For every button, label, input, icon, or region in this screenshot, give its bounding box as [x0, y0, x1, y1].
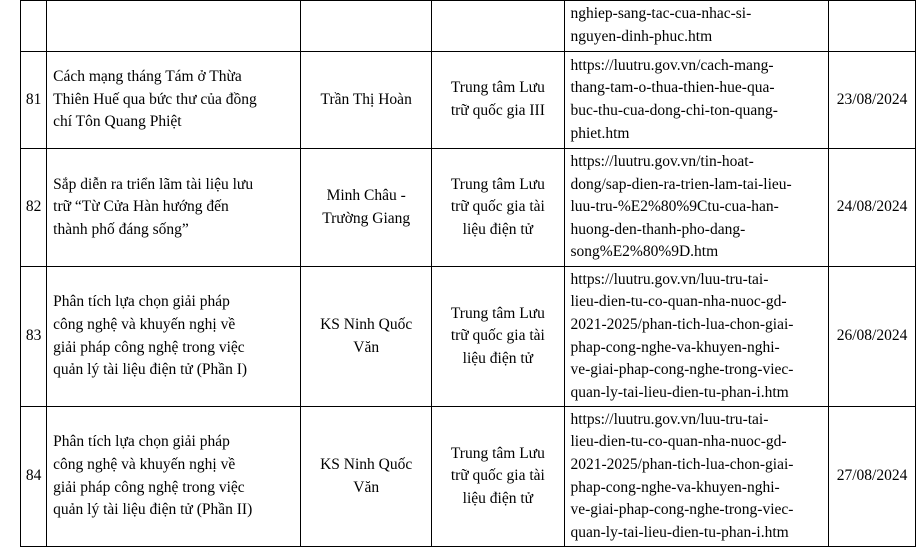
title-cell	[47, 149, 301, 267]
table-row	[21, 52, 916, 149]
title-line: Sắp diễn ra triển lãm tài liệu lưu	[53, 175, 254, 193]
author-cell	[301, 149, 432, 267]
title-line: công nghệ và khuyến nghị về	[53, 455, 236, 473]
date-cell: 27/08/2024	[829, 407, 916, 547]
url-cell	[564, 1, 829, 52]
author-cell	[301, 267, 432, 407]
title-line: công nghệ và khuyến nghị về	[53, 315, 236, 333]
url-line: nghiep-sang-tac-cua-nhac-si-	[570, 5, 752, 23]
url-line: quan-ly-tai-lieu-dien-tu-phan-i.htm	[570, 383, 789, 401]
document-list-table	[20, 0, 916, 547]
url-cell	[564, 407, 829, 547]
author-line: Minh Châu -	[326, 186, 406, 204]
table-row	[21, 407, 916, 547]
url-line: 2021-2025/phan-tich-lua-chon-giai-	[570, 315, 794, 333]
url-line: dong/sap-dien-ra-trien-lam-tai-lieu-	[570, 175, 792, 193]
title-line: Cách mạng tháng Tám ở Thừa	[53, 68, 242, 86]
title-line: chí Tôn Quang Phiệt	[53, 113, 182, 131]
row-number-cell: 84	[21, 407, 47, 547]
source-line: trữ quốc gia tài	[450, 467, 545, 485]
url-line: lieu-dien-tu-co-quan-nha-nuoc-gd-	[570, 293, 787, 311]
source-line: Trung tâm Lưu	[450, 175, 545, 193]
source-cell	[432, 52, 564, 149]
url-line: lieu-dien-tu-co-quan-nha-nuoc-gd-	[570, 433, 787, 451]
title-line: giải pháp công nghệ trong việc	[53, 478, 245, 496]
url-line: nguyen-dinh-phuc.htm	[570, 28, 713, 45]
author-line: Văn	[353, 338, 380, 356]
url-cell	[564, 149, 829, 267]
author-line: Trường Giang	[322, 209, 411, 227]
url-line: phiet.htm	[570, 124, 630, 142]
title-cell	[47, 52, 301, 149]
url-line: phap-cong-nghe-va-khuyen-nghi-	[570, 478, 780, 496]
row-number-cell	[21, 1, 47, 52]
title-line: trữ “Từ Cửa Hàn hướng đến	[53, 198, 229, 216]
source-line: Trung tâm Lưu	[450, 304, 545, 322]
source-cell	[432, 267, 564, 407]
title-line: giải pháp công nghệ trong việc	[53, 338, 245, 356]
date-cell: 26/08/2024	[829, 267, 916, 407]
url-line: https://luutru.gov.vn/tin-hoat-	[570, 153, 754, 171]
author-line: Trần Thị Hoàn	[320, 90, 412, 108]
author-cell	[301, 1, 432, 52]
title-line: thành phố đáng sống”	[53, 220, 189, 238]
date-cell: 23/08/2024	[829, 52, 916, 149]
table-row	[21, 149, 916, 267]
url-line: huong-den-thanh-pho-dang-	[570, 220, 746, 238]
url-cell	[564, 267, 829, 407]
url-line: ve-giai-phap-cong-nghe-trong-viec-	[570, 501, 794, 519]
author-line: Văn	[353, 478, 380, 496]
url-line: https://luutru.gov.vn/cach-mang-	[570, 56, 774, 74]
title-cell	[47, 1, 301, 52]
source-cell	[432, 1, 564, 52]
source-cell	[432, 149, 564, 267]
title-line: quản lý tài liệu điện tử (Phần II)	[53, 501, 253, 519]
author-cell	[301, 407, 432, 547]
source-line: trữ quốc gia tài	[450, 327, 545, 345]
url-line: song%E2%80%9D.htm	[570, 243, 719, 261]
table-row	[21, 1, 916, 52]
title-line: Phân tích lựa chọn giải pháp	[53, 293, 230, 311]
source-line: liệu điện tử	[462, 489, 534, 507]
url-line: luu-tru-%E2%80%9Ctu-cua-han-	[570, 198, 779, 216]
row-number-cell: 83	[21, 267, 47, 407]
source-line: trữ quốc gia tài	[450, 198, 545, 216]
url-line: phap-cong-nghe-va-khuyen-nghi-	[570, 338, 780, 356]
date-cell	[829, 1, 916, 52]
author-line: KS Ninh Quốc	[320, 455, 413, 473]
source-line: Trung tâm Lưu	[450, 444, 545, 462]
source-line: trữ quốc gia III	[450, 102, 545, 119]
url-line: ve-giai-phap-cong-nghe-trong-viec-	[570, 361, 794, 379]
source-cell	[432, 407, 564, 547]
row-number-cell: 81	[21, 52, 47, 149]
title-line: quản lý tài liệu điện tử (Phần I)	[53, 361, 248, 379]
author-line: KS Ninh Quốc	[320, 315, 413, 333]
title-line: Phân tích lựa chọn giải pháp	[53, 433, 230, 451]
date-cell: 24/08/2024	[829, 149, 916, 267]
url-line: quan-ly-tai-lieu-dien-tu-phan-i.htm	[570, 523, 789, 541]
source-line: liệu điện tử	[462, 220, 534, 238]
source-line: Trung tâm Lưu	[450, 79, 545, 97]
title-cell	[47, 407, 301, 547]
url-cell	[564, 52, 829, 149]
url-line: 2021-2025/phan-tich-lua-chon-giai-	[570, 455, 794, 473]
url-line: buc-thu-cua-dong-chi-ton-quang-	[570, 102, 778, 119]
title-line: Thiên Huế qua bức thư của đồng	[53, 90, 257, 108]
title-cell	[47, 267, 301, 407]
url-line: https://luutru.gov.vn/luu-tru-tai-	[570, 270, 769, 288]
url-line: thang-tam-o-thua-thien-hue-qua-	[570, 79, 775, 97]
table-row	[21, 267, 916, 407]
author-cell	[301, 52, 432, 149]
row-number-cell: 82	[21, 149, 47, 267]
url-line: https://luutru.gov.vn/luu-tru-tai-	[570, 410, 769, 428]
source-line: liệu điện tử	[462, 349, 534, 367]
